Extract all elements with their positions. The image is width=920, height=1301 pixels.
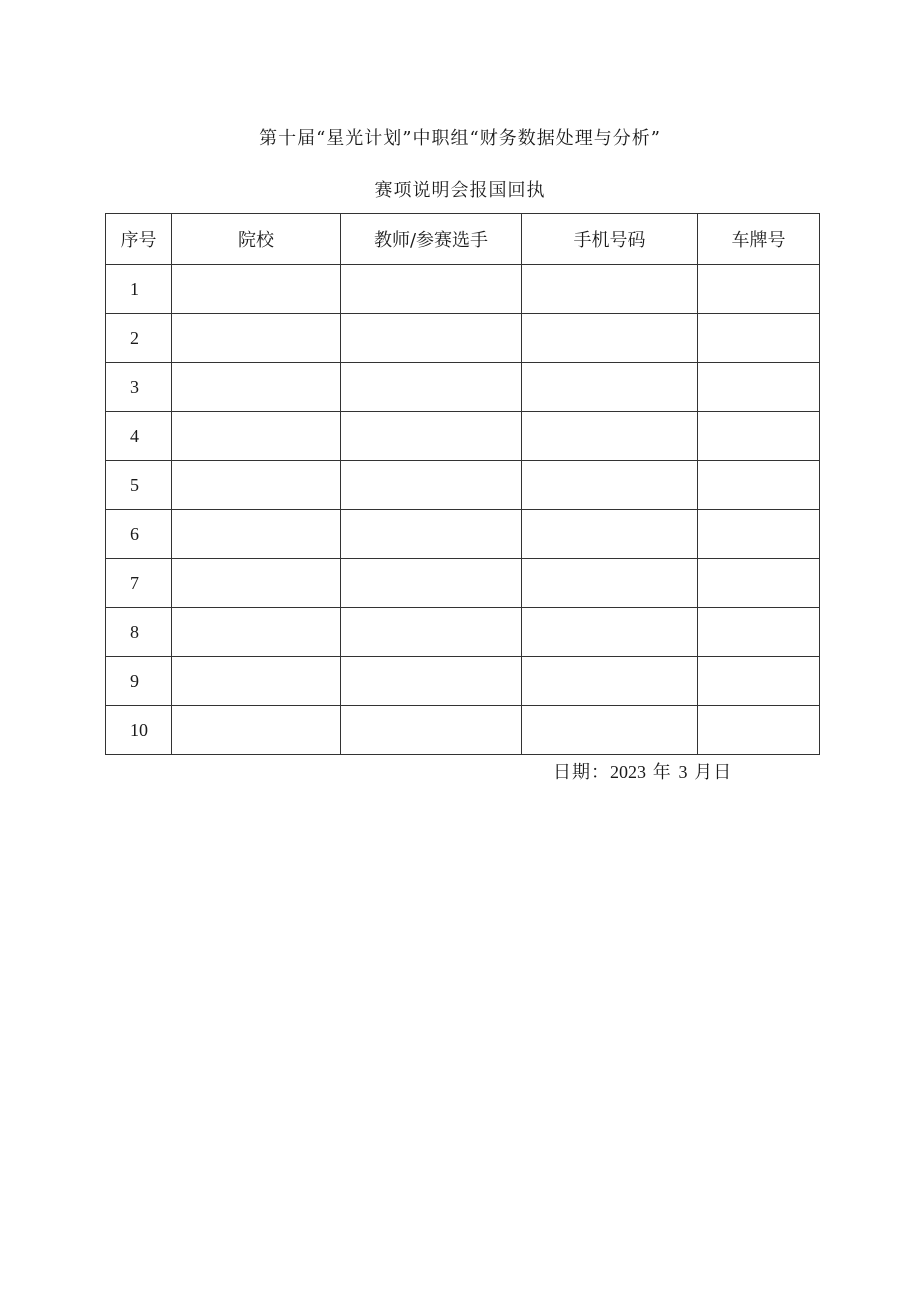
row-plate-cell[interactable] [698,265,820,314]
row-person-cell[interactable] [341,657,522,706]
row-phone-cell[interactable] [522,314,698,363]
row-number-cell: 7 [106,559,172,608]
row-person-cell[interactable] [341,265,522,314]
row-phone-cell[interactable] [522,412,698,461]
row-school-cell[interactable] [172,363,341,412]
table-header-row [106,214,820,265]
document-subtitle: 赛项说明会报国回执 [374,180,546,201]
row-person-cell[interactable] [341,461,522,510]
row-number-cell: 5 [106,461,172,510]
row-school-cell[interactable] [172,461,341,510]
row-number-cell: 4 [106,412,172,461]
header-cell-number: 序号 [106,214,172,265]
row-person-cell[interactable] [341,412,522,461]
row-person-cell[interactable] [341,314,522,363]
row-phone-cell[interactable] [522,706,698,755]
table-row [106,265,820,314]
row-number-cell: 3 [106,363,172,412]
table-row [106,461,820,510]
row-number-cell: 9 [106,657,172,706]
row-number-cell: 8 [106,608,172,657]
row-school-cell[interactable] [172,608,341,657]
row-school-cell[interactable] [172,706,341,755]
date-day-unit: 日 [713,762,733,783]
registration-table [105,213,820,755]
table-row [106,559,820,608]
row-number-cell: 10 [106,706,172,755]
table-row [106,510,820,559]
table-row [106,608,820,657]
date-label: 日期： [553,762,610,783]
row-plate-cell[interactable] [698,608,820,657]
date-line [553,758,732,784]
header-cell-plate: 车牌号 [698,214,820,265]
row-school-cell[interactable] [172,314,341,363]
table-row [106,412,820,461]
row-school-cell[interactable] [172,412,341,461]
row-phone-cell[interactable] [522,265,698,314]
table-row [106,314,820,363]
row-plate-cell[interactable] [698,461,820,510]
row-phone-cell[interactable] [522,608,698,657]
row-plate-cell[interactable] [698,314,820,363]
row-plate-cell[interactable] [698,363,820,412]
row-phone-cell[interactable] [522,510,698,559]
header-cell-school: 院校 [172,214,341,265]
row-number-cell: 6 [106,510,172,559]
row-phone-cell[interactable] [522,363,698,412]
date-year-unit: 年 [652,762,672,783]
header-cell-person: 教师/参赛选手 [341,214,522,265]
date-month: 3 [678,762,688,782]
row-person-cell[interactable] [341,706,522,755]
row-school-cell[interactable] [172,265,341,314]
row-number-cell: 2 [106,314,172,363]
date-year: 2023 [610,762,646,782]
row-school-cell[interactable] [172,559,341,608]
row-person-cell[interactable] [341,559,522,608]
row-person-cell[interactable] [341,363,522,412]
row-phone-cell[interactable] [522,461,698,510]
row-school-cell[interactable] [172,657,341,706]
row-plate-cell[interactable] [698,657,820,706]
row-plate-cell[interactable] [698,706,820,755]
header-cell-phone: 手机号码 [522,214,698,265]
table-row [106,657,820,706]
row-number-cell: 1 [106,265,172,314]
row-plate-cell[interactable] [698,559,820,608]
table-row [106,363,820,412]
row-person-cell[interactable] [341,510,522,559]
row-school-cell[interactable] [172,510,341,559]
row-plate-cell[interactable] [698,510,820,559]
row-plate-cell[interactable] [698,412,820,461]
table-row [106,706,820,755]
row-phone-cell[interactable] [522,559,698,608]
date-month-unit: 月 [694,762,714,783]
document-title: 第十届“星光计划”中职组“财务数据处理与分析” [259,128,661,149]
row-person-cell[interactable] [341,608,522,657]
row-phone-cell[interactable] [522,657,698,706]
